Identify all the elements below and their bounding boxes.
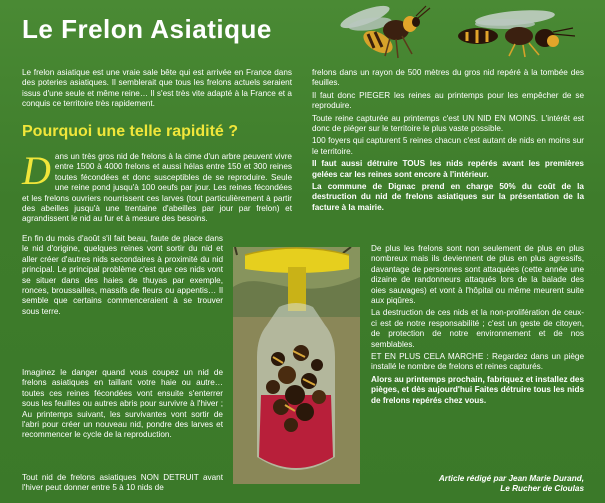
col3-bold-paragraph: Alors au printemps prochain, fabriquez et installez des pièges, et dès aujourd'hui Faites détruire tous les nids de frelons repérés chez vous.: [371, 374, 584, 405]
col2-paragraph-1: frelons dans un rayon de 500 mètres du gros nid repéré à la tombée des feuilles.: [312, 68, 584, 88]
hornet-illustration-1: [330, 4, 435, 62]
body-paragraph-2: En fin du mois d'août s'il fait beau, faute de place dans le nid d'origine, quelques reines vont sortir du nid et aller créer d'autres nids secondaires à proximité du nid principal. Le principal problème c'est que ces nids vont se situer dans des haies de thuyas par exemple, ronces, broussailles, massifs de fleurs ou appentis… Il semble que certains commenceraient à se trouver sous terre.: [22, 234, 223, 316]
col3-paragraph-2: La destruction de ces nids et la non-prolifération de ceux-ci est de notre responsabilité ; c'est un geste de citoyen, de protection de notre environnement et de nos semblables.: [371, 308, 584, 349]
body-top: [22, 148, 292, 225]
section-title: Pourquoi une telle rapidité ?: [22, 123, 239, 140]
page-title: Le Frelon Asiatique: [22, 14, 272, 44]
right-lower-column: [371, 244, 584, 406]
col2-bold-paragraph-1: Il faut aussi détruire TOUS les nids repérés avant les premières gelées car les reines sont encore à l'intérieur.: [312, 159, 584, 179]
col3-paragraph-1: De plus les frelons sont non seulement de plus en plus nombreux mais ils deviennent de plus en plus agressifs, davantage de personnes sont attaquées (cette année une dizaine de randonneurs attaqués lors de la balade des oies sauvages) et vont à l'hôpital ou même meurent suite aux piqûres.: [371, 244, 584, 306]
intro-paragraph: Le frelon asiatique est une vraie sale bête qui est arrivée en France dans des poteries asiatiques. Il semblerait que tous les frelons actuels seraient issus d'une seule et même reine… Il s'est très vite adapté à la France et a conquis ce territoire très rapidement.: [22, 68, 292, 109]
body-paragraph-4: Tout nid de frelons asiatiques NON DETRUIT avant l'hiver peut donner entre 5 à 10 nids de: [22, 473, 223, 493]
hornet-trap-photo: [233, 247, 360, 484]
col2-paragraph-3: Toute reine capturée au printemps c'est UN NID EN MOINS. L'intérêt est donc de piéger sur le territoire le plus vaste possible.: [312, 113, 584, 134]
hornet-illustration-2: [445, 8, 595, 58]
article-signature: [439, 474, 584, 495]
col2-paragraph-4: 100 foyers qui capturent 5 reines chacun c'est autant de nids en moins sur le territoire.: [312, 136, 584, 156]
signature-author: Article rédigé par Jean Marie Durand,: [438, 474, 584, 483]
col3-paragraph-3: ET EN PLUS CELA MARCHE : Regardez dans un piège installé le nombre de frelons et reines capturés.: [371, 352, 584, 372]
col2-bold-paragraph-2: La commune de Dignac prend en charge 50% du coût de la destruction du nid de frelons asiatiques sur la présentation de la facture à la mairie.: [312, 182, 584, 212]
drop-cap: D: [22, 148, 51, 193]
body-paragraph-3: Imaginez le danger quand vous coupez un nid de frelons asiatiques en taillant votre haie ou autre… toutes ces reines fécondées vont ensuite s'enterrer sous les feuilles ou autres abris pour survivre à l'hiver ; Au printemps suivant, les survivantes vont sortir de l'abri pour créer un nouveau nid, pondre des larves et recommencer le cycle de la reproduction.: [22, 368, 223, 440]
body-paragraph-1: ans un très gros nid de frelons à la cime d'un arbre peuvent vivre entre 1500 à 4000 frelons et aussi hélas entre 150 et 300 reines toutes fécondées et donc susceptibles de se reproduire. Seule une reine pond jusqu'à 100 oeufs par jour. Les reines fécondées et les frelons ouvriers nourrissent ces larves (tout particulièrement à partir des abeilles jusqu'à une trentaine d'abeilles par jour par frelon) et agrandissent le nid au fur et à mesure des besoins.: [22, 152, 292, 224]
right-column: [312, 68, 584, 213]
col2-paragraph-2: Il faut donc PIEGER les reines au printemps pour les empêcher de se reproduire.: [312, 90, 584, 111]
signature-organization: Le Rucher de Cloulas: [500, 484, 584, 494]
